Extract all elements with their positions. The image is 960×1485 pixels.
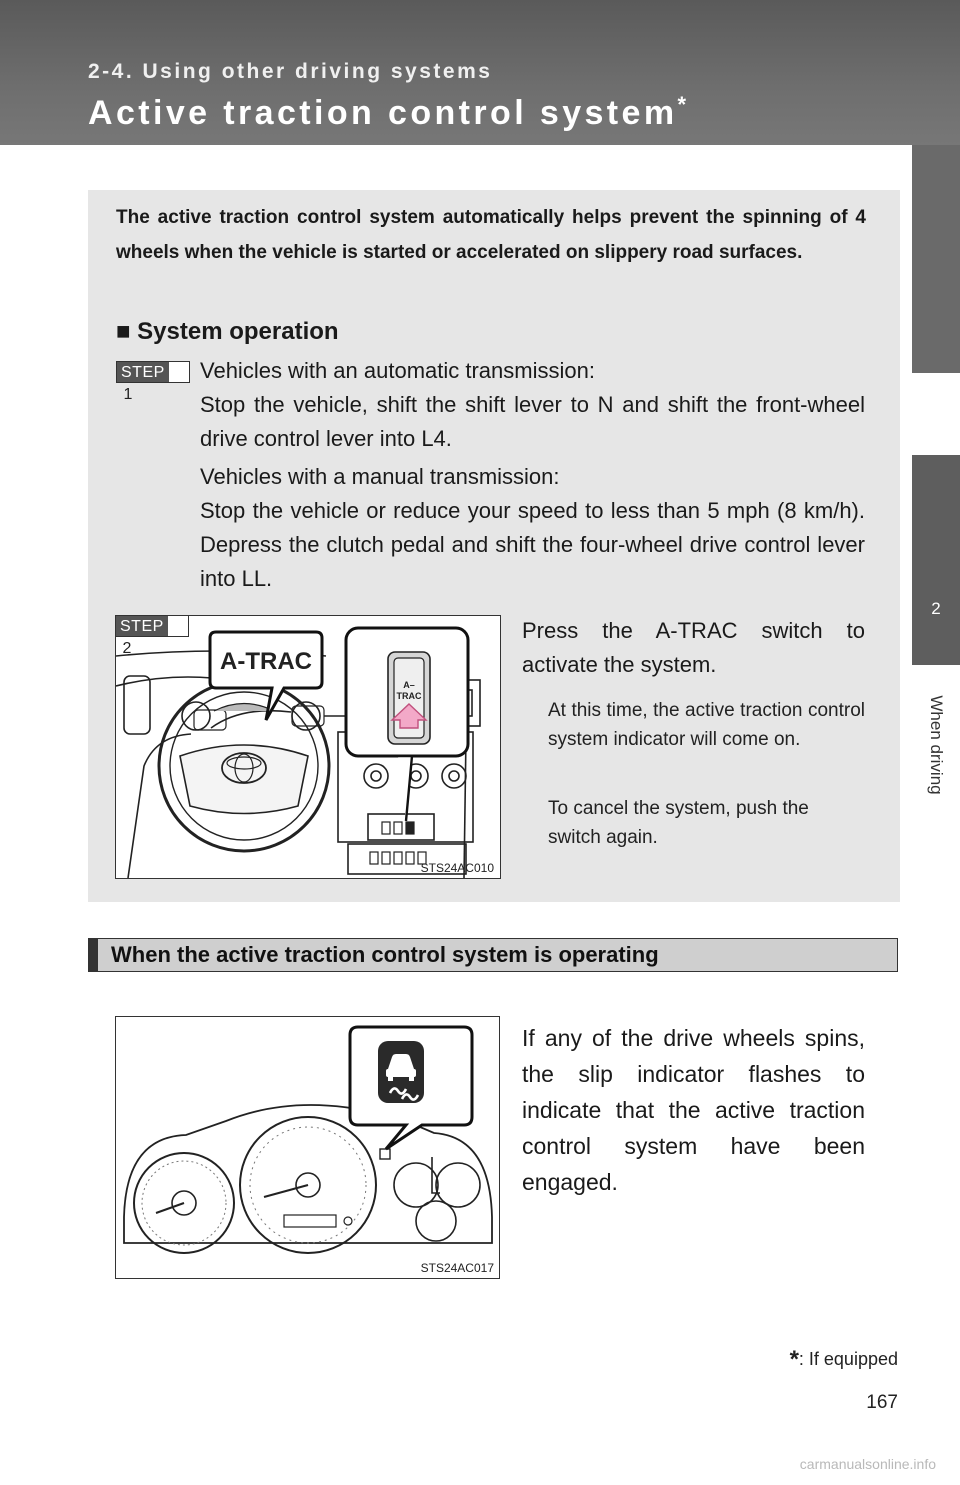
page-header xyxy=(0,0,960,145)
figure-2-code: STS24AC017 xyxy=(420,1261,494,1275)
chapter-number-tab xyxy=(912,455,960,665)
dashboard-figure xyxy=(115,615,501,879)
cluster-illustration xyxy=(116,1017,499,1278)
chapter-number: 2 xyxy=(931,599,941,618)
mt-label: Vehicles with a manual transmission: xyxy=(200,464,560,489)
chapter-tab xyxy=(912,145,960,1485)
step-1-badge xyxy=(116,361,190,403)
step-number: 2 xyxy=(122,640,132,657)
intro-paragraph: The active traction control system automatically helps prevent the spinning of 4 wheels when the vehicle is started or accelerated on slippery road surfaces. xyxy=(116,207,866,263)
operating-section-banner xyxy=(88,938,898,972)
step-2-text: Press the A-TRAC switch to activate the system. xyxy=(522,618,865,677)
switch-label-line-2: TRAC xyxy=(396,691,422,701)
cluster-figure xyxy=(115,1016,500,1279)
mt-instructions: Stop the vehicle or reduce your speed to less than 5 mph (8 km/h). Depress the clutch pedal and shift the four-wheel drive control lever into LL. xyxy=(200,498,865,591)
page-title-text: Active traction control system xyxy=(88,94,678,132)
step-number: 1 xyxy=(123,386,133,403)
chapter-name: When driving xyxy=(927,695,946,795)
footnote xyxy=(790,1346,898,1374)
switch-label-line-1: A– xyxy=(403,680,415,690)
at-label: Vehicles with an automatic transmission: xyxy=(200,358,595,383)
step-2-note-indicator: At this time, the active traction control system indicator will come on. xyxy=(548,700,865,750)
step-2-badge xyxy=(115,615,189,657)
step-word: STEP xyxy=(117,362,169,382)
at-instructions: Stop the vehicle, shift the shift lever to N and shift the front-wheel drive control lever into L4. xyxy=(200,392,865,451)
a-trac-callout-label: A-TRAC xyxy=(220,648,312,675)
step-2-note-cancel: To cancel the system, push the switch again. xyxy=(548,798,809,848)
section-label: 2-4. Using other driving systems xyxy=(88,60,493,83)
operating-section-text: If any of the drive wheels spins, the slip indicator flashes to indicate that the active traction control system have been engaged. xyxy=(522,1025,865,1195)
if-equipped-mark: * xyxy=(677,92,687,117)
watermark: carmanualsonline.info xyxy=(799,1456,936,1472)
step-word: STEP xyxy=(116,616,168,636)
footnote-mark: * xyxy=(789,1346,799,1373)
figure-1-code: STS24AC010 xyxy=(420,861,494,875)
system-operation-heading: ■ System operation xyxy=(116,318,339,345)
chapter-tab-top xyxy=(912,145,960,373)
footnote-text: : If equipped xyxy=(798,1349,898,1369)
slip-indicator-icon xyxy=(378,1041,424,1103)
dashboard-illustration xyxy=(116,616,500,878)
page-number: 167 xyxy=(866,1392,898,1413)
page-title xyxy=(88,94,686,133)
operating-section-title: When the active traction control system is operating xyxy=(111,942,659,967)
banner-accent-bar xyxy=(89,939,98,971)
